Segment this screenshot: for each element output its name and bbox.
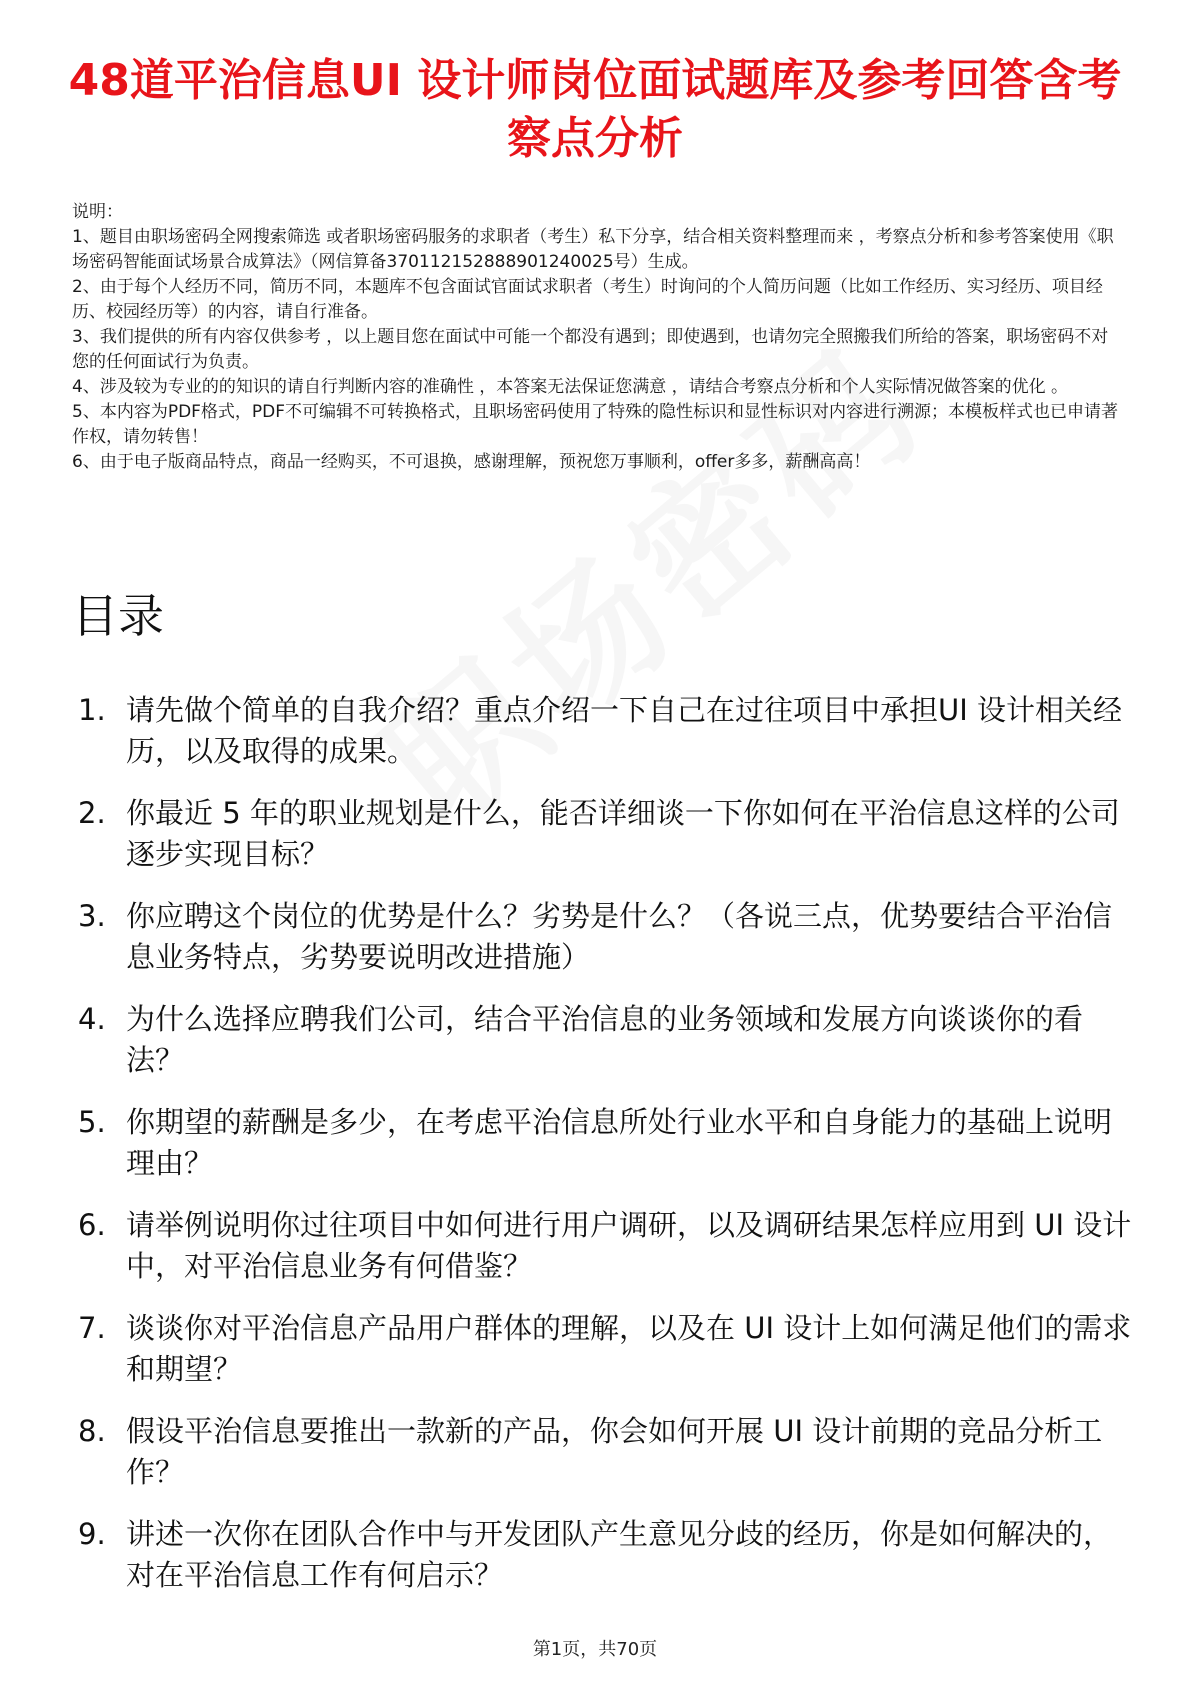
toc-item[interactable] <box>78 896 1138 978</box>
notes-section <box>72 200 1122 475</box>
note-item: 1、题目由职场密码全网搜索筛选 或者职场密码服务的求职者（考生）私下分享，结合相关资料整理而来 ，考察点分析和参考答案使用《职场密码智能面试场景合成算法》（网信算备370112152888901240025号）生成。 <box>72 227 1114 272</box>
toc-item[interactable] <box>78 690 1138 772</box>
page-footer: 第1页，共70页 <box>532 1639 658 1660</box>
toc-item[interactable] <box>78 1102 1138 1184</box>
toc-item-text: 请先做个简单的自我介绍？重点介绍一下自己在过往项目中承担UI 设计相关经历，以及取得的成果。 <box>126 693 1122 768</box>
toc-item-text: 你应聘这个岗位的优势是什么？劣势是什么？（各说三点，优势要结合平治信息业务特点，劣势要说明改进措施） <box>126 899 1113 974</box>
toc-item-text: 你期望的薪酬是多少，在考虑平治信息所处行业水平和自身能力的基础上说明理由？ <box>126 1105 1113 1180</box>
toc-item[interactable] <box>78 1514 1138 1596</box>
note-item: 2、由于每个人经历不同，简历不同，本题库不包含面试官面试求职者（考生）时询问的个人简历问题（比如工作经历、实习经历、项目经历、校园经历等）的内容，请自行准备。 <box>72 277 1103 322</box>
toc-item[interactable] <box>78 999 1138 1081</box>
toc-item-number: 9. <box>78 1517 106 1551</box>
toc-item[interactable] <box>78 1308 1138 1390</box>
toc-item-number: 3. <box>78 899 106 933</box>
toc-item-number: 7. <box>78 1311 106 1345</box>
notes-heading: 说明： <box>72 202 123 222</box>
note-item: 6、由于电子版商品特点，商品一经购买，不可退换，感谢理解，预祝您万事顺利，offer多多，薪酬高高！ <box>72 452 871 472</box>
toc-item[interactable] <box>78 793 1138 875</box>
toc-item-text: 为什么选择应聘我们公司，结合平治信息的业务领域和发展方向谈谈你的看法？ <box>126 1002 1084 1077</box>
toc-item-number: 1. <box>78 693 106 727</box>
toc-item-text: 你最近 5 年的职业规划是什么，能否详细谈一下你如何在平治信息这样的公司逐步实现目标？ <box>126 796 1120 871</box>
toc-item-text: 讲述一次你在团队合作中与开发团队产生意见分歧的经历，你是如何解决的，对在平治信息工作有何启示？ <box>126 1517 1113 1592</box>
document-title: 48道平治信息UI 设计师岗位面试题库及参考回答含考察点分析 <box>68 55 1122 164</box>
table-of-contents <box>78 690 1138 1617</box>
toc-item-number: 2. <box>78 796 106 830</box>
toc-item-number: 4. <box>78 1002 106 1036</box>
toc-item-number: 5. <box>78 1105 106 1139</box>
toc-item[interactable] <box>78 1205 1138 1287</box>
toc-item-text: 请举例说明你过往项目中如何进行用户调研，以及调研结果怎样应用到 UI 设计中，对平治信息业务有何借鉴？ <box>126 1208 1132 1283</box>
toc-item-number: 6. <box>78 1208 106 1242</box>
toc-item-text: 假设平治信息要推出一款新的产品，你会如何开展 UI 设计前期的竞品分析工作？ <box>126 1414 1103 1489</box>
toc-heading: 目录 <box>72 589 164 643</box>
toc-item-text: 谈谈你对平治信息产品用户群体的理解，以及在 UI 设计上如何满足他们的需求和期望？ <box>126 1311 1132 1386</box>
note-item: 4、涉及较为专业的的知识的请自行判断内容的准确性 ，本答案无法保证您满意 ，请结合考察点分析和个人实际情况做答案的优化 。 <box>72 377 1069 397</box>
note-item: 3、我们提供的所有内容仅供参考 ，以上题目您在面试中可能一个都没有遇到；即使遇到，也请勿完全照搬我们所给的答案，职场密码不对您的任何面试行为负责。 <box>72 327 1109 372</box>
toc-item[interactable] <box>78 1411 1138 1493</box>
note-item: 5、本内容为PDF格式，PDF不可编辑不可转换格式，且职场密码使用了特殊的隐性标识和显性标识对内容进行溯源；本模板样式也已申请著作权，请勿转售！ <box>72 402 1119 447</box>
toc-item-number: 8. <box>78 1414 106 1448</box>
